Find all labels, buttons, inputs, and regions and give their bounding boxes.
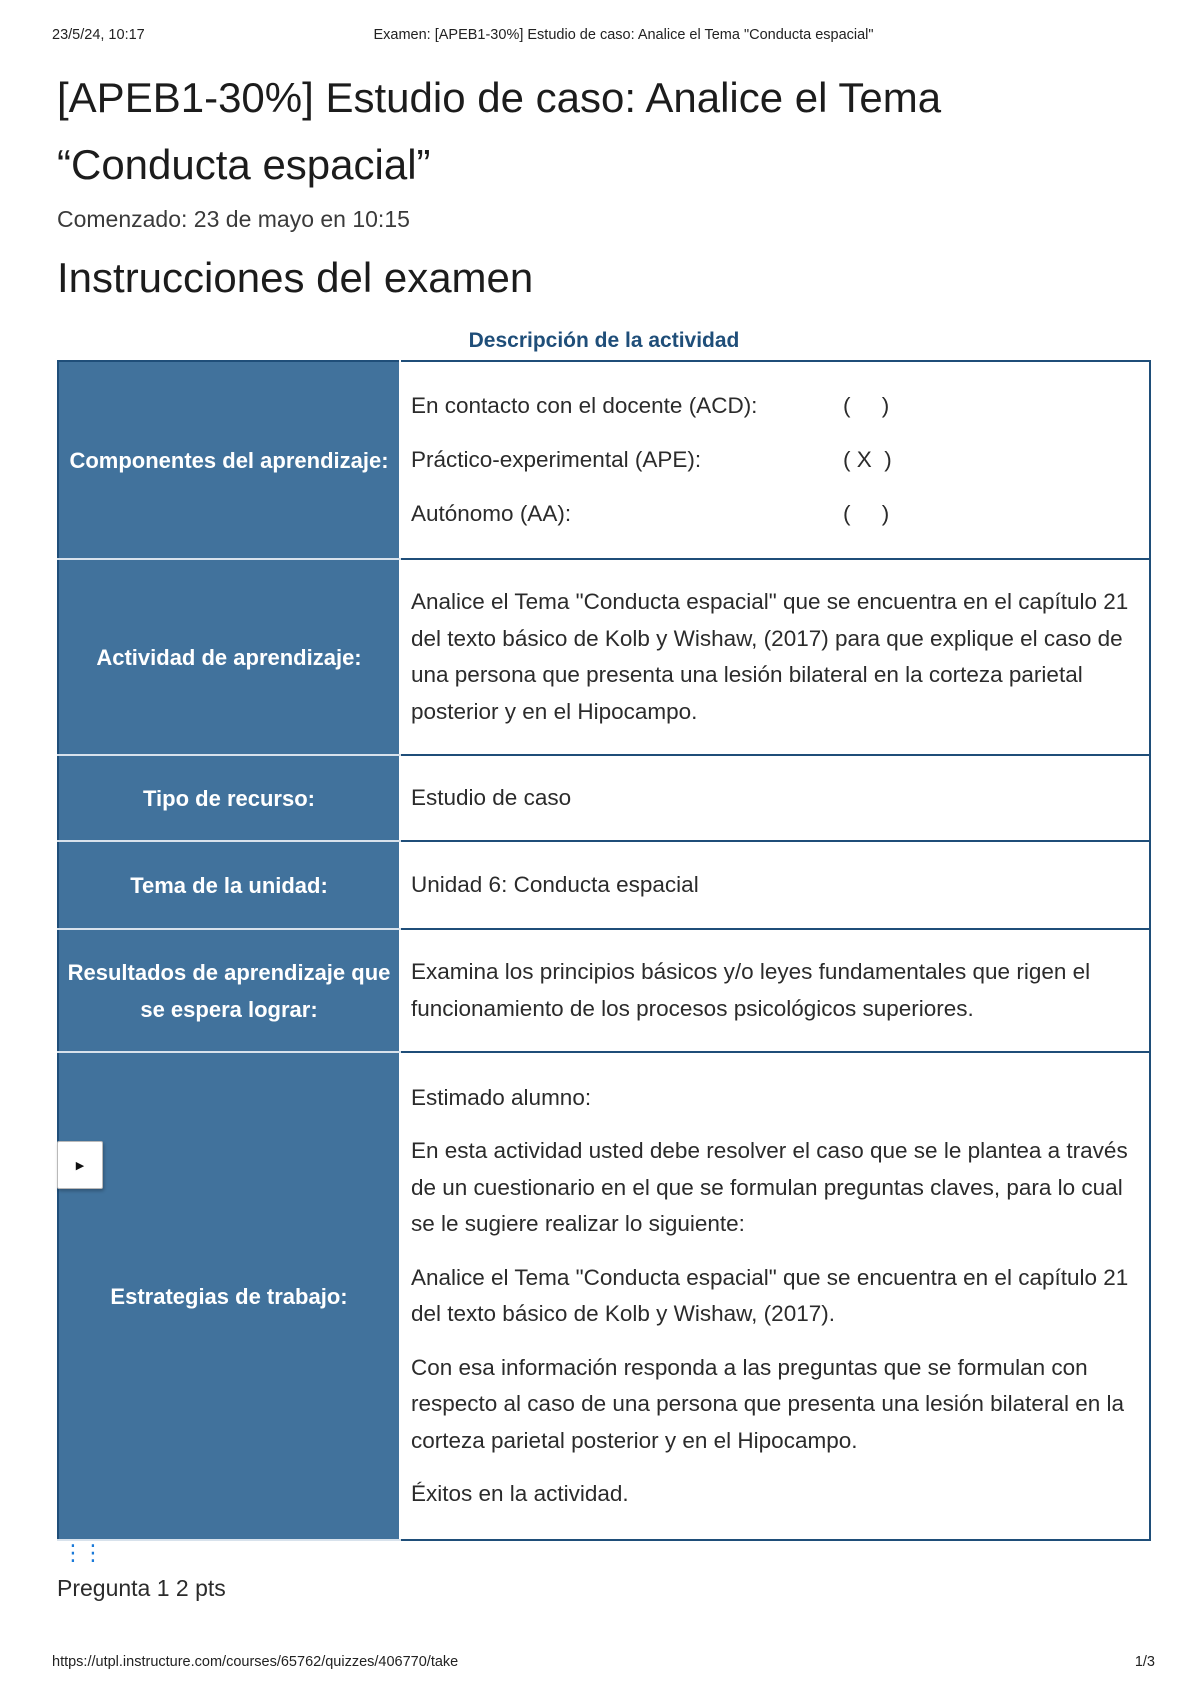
instructions-heading: Instrucciones del examen: [57, 254, 534, 301]
table-row-strategies: [58, 1052, 1150, 1540]
component-label: Práctico-experimental (APE):: [411, 446, 702, 472]
strategies-value: [400, 1052, 1150, 1540]
expected-results-value: Examina los principios básicos y/o leyes fundamentales que rigen el funcionamiento de los procesos psicológicos superiores.: [400, 929, 1150, 1052]
expected-results-label: Resultados de aprendizaje que se espera lograr:: [58, 929, 400, 1052]
strategies-paragraph: Estimado alumno:: [411, 1084, 592, 1110]
unit-topic-label: Tema de la unidad:: [58, 841, 400, 929]
component-mark: ( ): [843, 392, 890, 418]
strategies-paragraph: En esta actividad usted debe resolver el caso que se le plantea a través de un cuestionario en el que se formulan preguntas claves, para lo cual se le sugiere realizar lo siguiente:: [411, 1138, 1128, 1236]
print-footer: [52, 1654, 1155, 1674]
component-item-aa: [411, 487, 1139, 541]
table-row-resource-type: [58, 755, 1150, 841]
activity-table-caption: Descripción de la actividad: [468, 329, 740, 352]
question-header: Pregunta 1 2 pts: [57, 1575, 226, 1601]
print-header: [52, 27, 1155, 49]
learning-activity-label: Actividad de aprendizaje:: [58, 559, 400, 755]
component-mark: ( ): [843, 500, 890, 526]
print-page-number: 1/3: [1134, 1654, 1155, 1670]
table-row-components: [58, 361, 1150, 559]
play-button[interactable]: [57, 1141, 103, 1189]
page-title: [APEB1-30%] Estudio de caso: Analice el Tema “Conducta espacial”: [57, 74, 942, 188]
component-mark: ( X ): [843, 446, 892, 472]
quiz-started-time: Comenzado: 23 de mayo en 10:15: [57, 206, 410, 232]
resource-type-value: Estudio de caso: [400, 755, 1150, 841]
strategies-label: Estrategias de trabajo:: [58, 1052, 400, 1540]
table-row-expected-results: [58, 929, 1150, 1052]
components-label: Componentes del aprendizaje:: [58, 361, 400, 559]
unit-topic-value: Unidad 6: Conducta espacial: [400, 841, 1150, 929]
components-list: [411, 379, 1139, 541]
component-item-ape: [411, 433, 1139, 487]
drag-handle-icon[interactable]: ⋮⋮: [62, 1540, 102, 1565]
resource-type-label: Tipo de recurso:: [58, 755, 400, 841]
component-item-acd: [411, 379, 1139, 433]
print-url: https://utpl.instructure.com/courses/65762/quizzes/406770/take: [52, 1654, 459, 1670]
strategies-paragraph: Éxitos en la actividad.: [411, 1481, 629, 1506]
component-label: Autónomo (AA):: [411, 500, 572, 526]
print-doc-title: Examen: [APEB1-30%] Estudio de caso: Analice el Tema "Conducta espacial": [373, 27, 874, 43]
activity-description-table: [57, 360, 1151, 1541]
component-label: En contacto con el docente (ACD):: [411, 392, 758, 418]
strategies-paragraph: Con esa información responda a las preguntas que se formulan con respecto al caso de una persona que presenta una lesión bilateral en la corteza parietal posterior y en el Hipocampo.: [411, 1354, 1124, 1453]
components-value: [400, 361, 1150, 559]
strategies-paragraph: Analice el Tema "Conducta espacial" que se encuentra en el capítulo 21 del texto básico de Kolb y Wishaw, (2017).: [411, 1264, 1129, 1326]
print-date: 23/5/24, 10:17: [52, 27, 145, 43]
learning-activity-value: Analice el Tema "Conducta espacial" que se encuentra en el capítulo 21 del texto básico de Kolb y Wishaw, (2017) para que explique el caso de una persona que presenta una lesión bilateral en la corteza parietal posterior y en el Hipocampo.: [400, 559, 1150, 755]
play-icon: ▶: [75, 1159, 85, 1172]
table-row-unit-topic: [58, 841, 1150, 929]
table-row-learning-activity: [58, 559, 1150, 755]
